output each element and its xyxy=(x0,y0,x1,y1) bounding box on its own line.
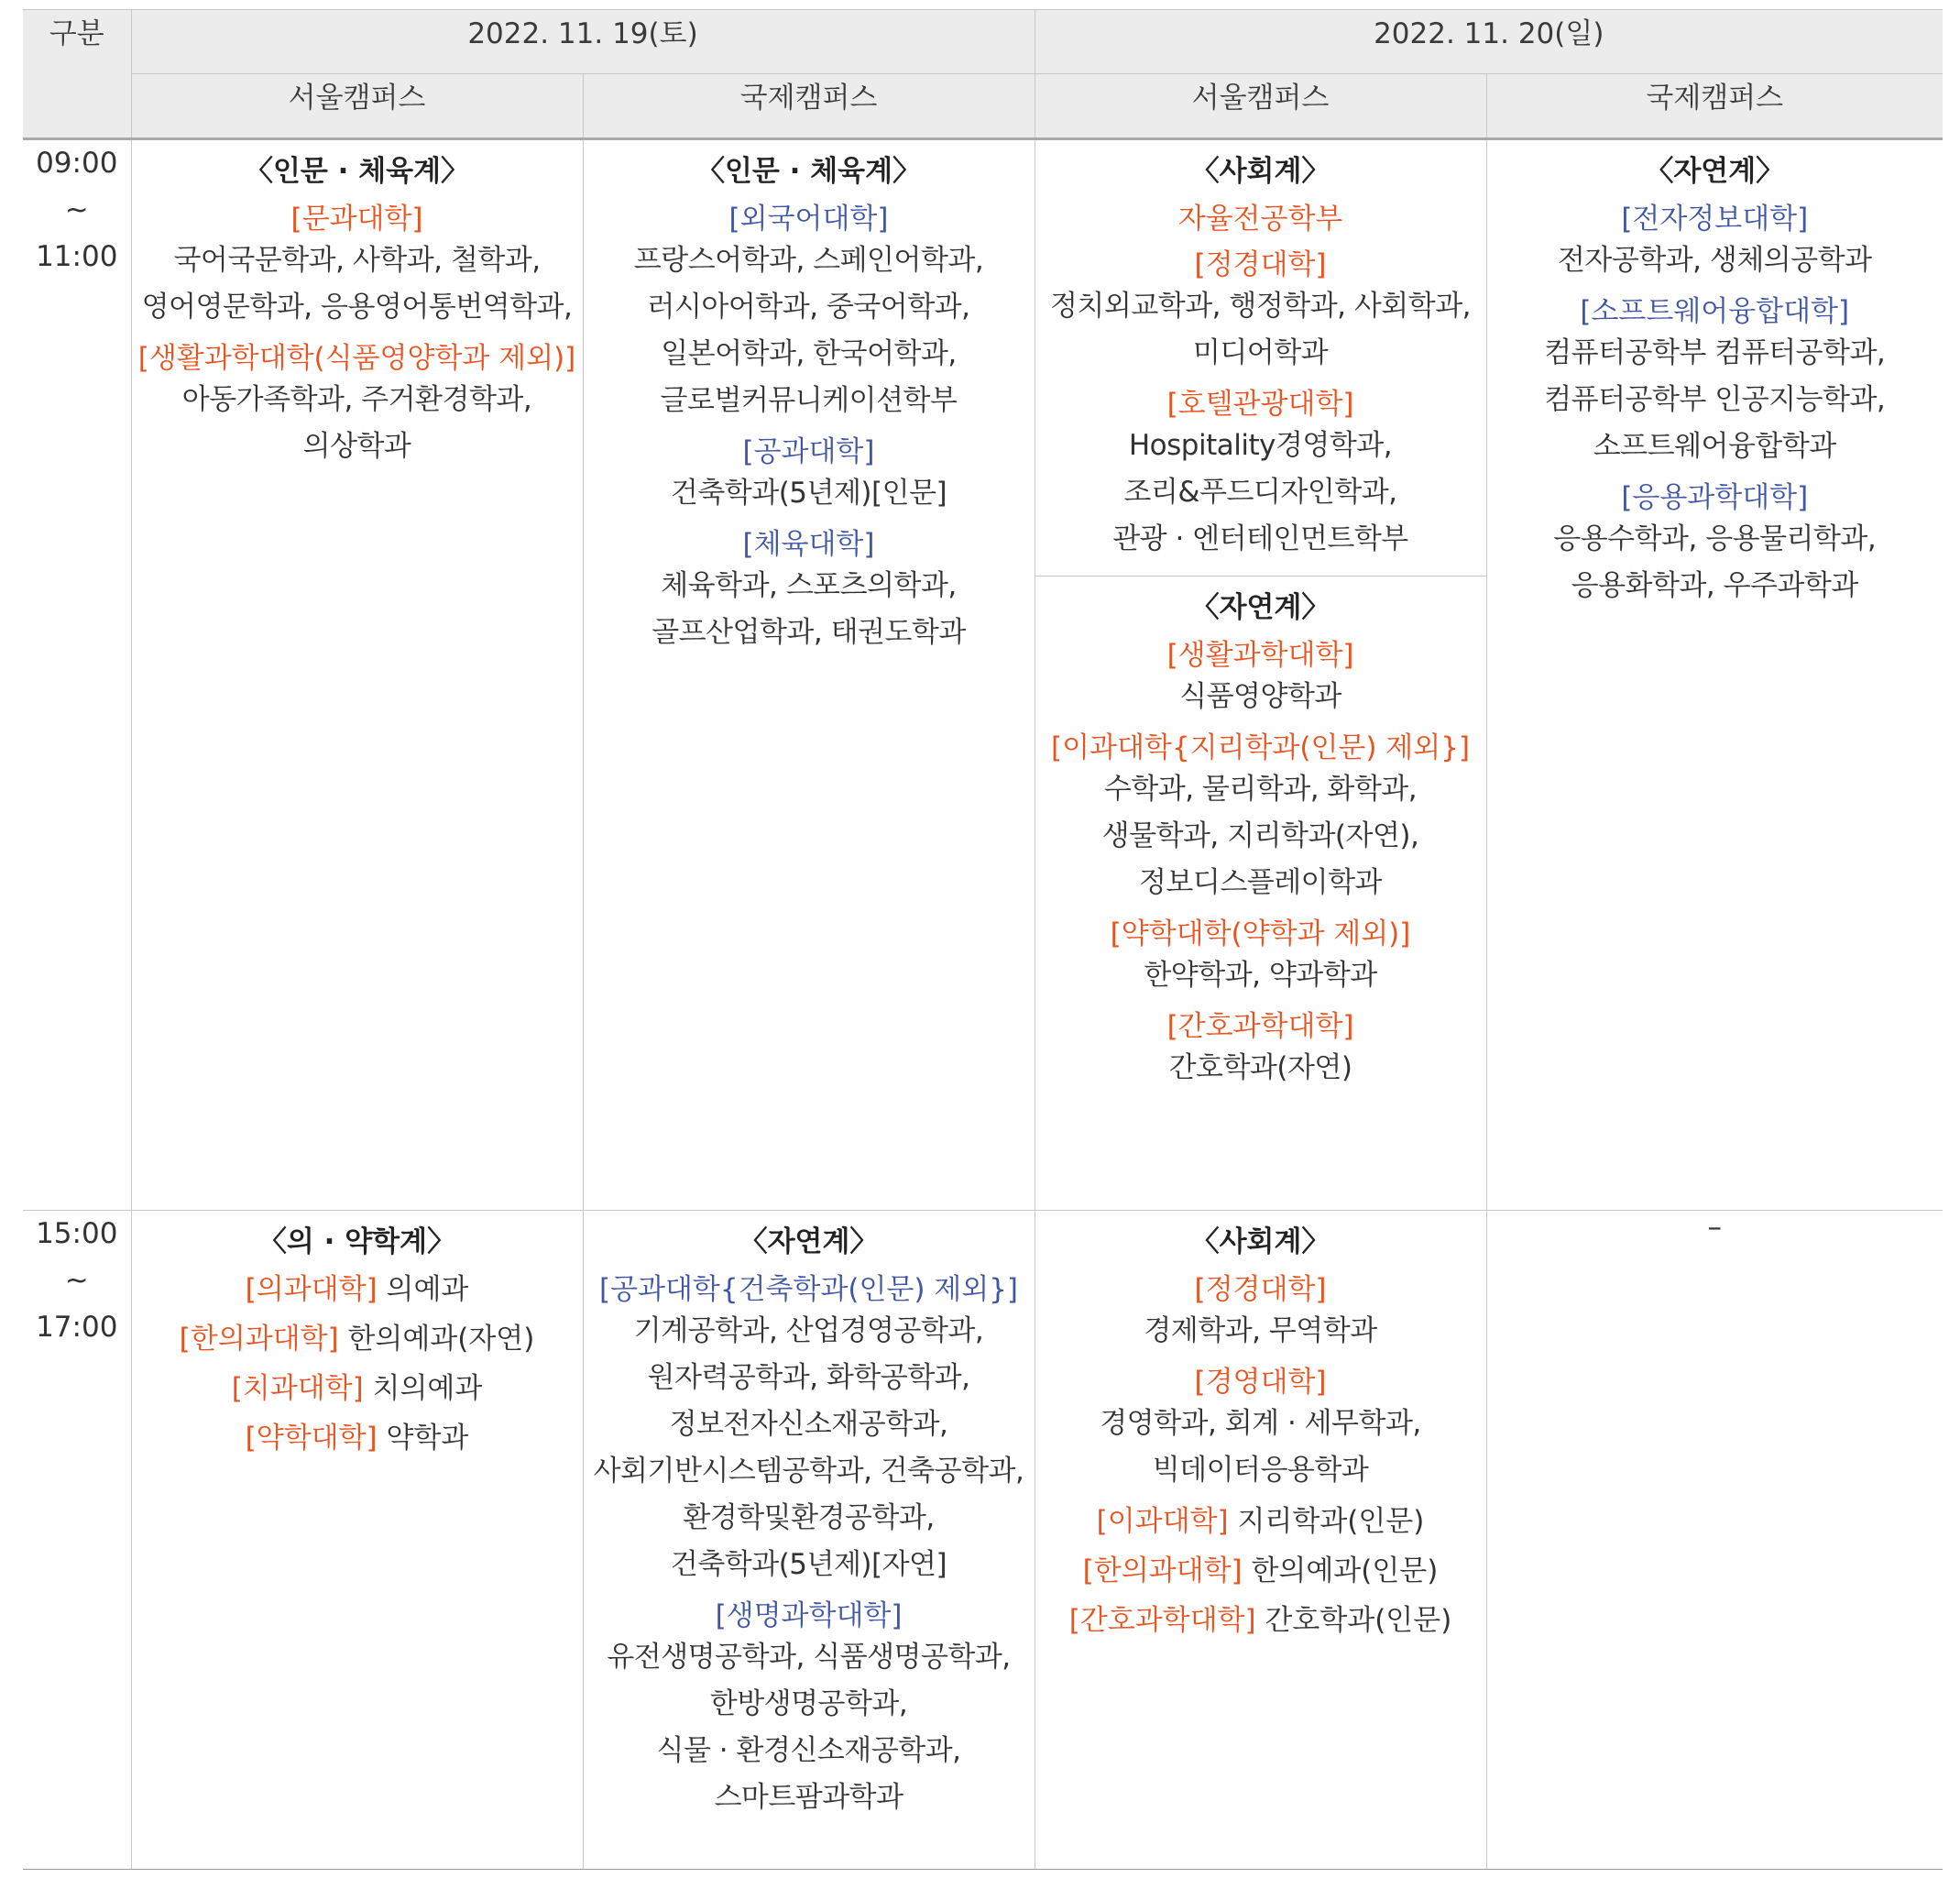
college-label: [정경대학] xyxy=(1194,1273,1327,1306)
dept-line: 관광 · 엔터테인먼트학부 xyxy=(1112,522,1408,555)
dept-line: 정보전자신소재공학과, xyxy=(669,1408,948,1441)
time-end: 17:00 xyxy=(36,1311,118,1344)
time-slot-2 xyxy=(23,1211,131,1870)
cell-day1-global-morning xyxy=(583,139,1035,1211)
college-dept-line xyxy=(1035,1602,1486,1639)
college-label: [생활과학대학] xyxy=(1166,639,1354,672)
dept-line: 기계공학과, 산업경영공학과, xyxy=(633,1314,984,1347)
college-label: [이과대학] xyxy=(1096,1505,1229,1538)
category-label: 〈자연계〉 xyxy=(739,1225,879,1258)
college-label: [문과대학] xyxy=(290,203,423,236)
dept-line: 식품영양학과 xyxy=(1179,680,1341,713)
dept-label: 약학과 xyxy=(377,1422,469,1455)
college-label: [공과대학{건축학과(인문) 제외}] xyxy=(598,1273,1019,1306)
cell-day2-seoul-afternoon xyxy=(1035,1211,1486,1870)
college-label: 자율전공학부 xyxy=(1177,203,1343,236)
category-label: 〈의 · 약학계〉 xyxy=(257,1225,456,1258)
college-dept-line xyxy=(132,1321,583,1357)
dept-line: 컴퓨터공학부 컴퓨터공학과, xyxy=(1544,336,1886,369)
dept-line: 원자력공학과, 화학공학과, xyxy=(647,1361,970,1394)
college-label: [치과대학] xyxy=(231,1372,364,1405)
dept-line: 조리&푸드디자인학과, xyxy=(1123,476,1397,509)
dept-line: 컴퓨터공학부 인공지능학과, xyxy=(1544,383,1886,416)
college-dept-line xyxy=(132,1271,583,1308)
dept-line: 한방생명공학과, xyxy=(709,1687,908,1720)
time-end: 11:00 xyxy=(36,240,118,273)
dept-line: 식물 · 환경신소재공학과, xyxy=(656,1734,961,1767)
dept-line: 사회기반시스템공학과, 건축공학과, xyxy=(593,1455,1024,1488)
date-header-day1: 2022. 11. 19(토) xyxy=(131,10,1035,74)
college-label: [간호과학대학] xyxy=(1068,1604,1256,1637)
cell-day1-seoul-afternoon xyxy=(131,1211,583,1870)
campus-header-global: 국제캠퍼스 xyxy=(583,74,1035,139)
category-label: 〈사회계〉 xyxy=(1190,1225,1330,1258)
college-label: [한의과대학] xyxy=(179,1323,339,1356)
college-label: [정경대학] xyxy=(1194,248,1327,281)
college-label: [공과대학] xyxy=(742,435,875,468)
college-label: [외국어대학] xyxy=(728,203,889,236)
cell-day2-seoul-morning xyxy=(1035,139,1486,1211)
cell-day2-global-morning xyxy=(1486,139,1943,1211)
header-row-campus xyxy=(23,74,1943,139)
cell-day2-global-afternoon xyxy=(1486,1211,1943,1870)
dept-line: 정보디스플레이학과 xyxy=(1138,866,1382,899)
time-start: 09:00 xyxy=(36,147,118,180)
college-label: [전자정보대학] xyxy=(1621,203,1809,236)
dept-line: 응용화학과, 우주과학과 xyxy=(1571,569,1858,602)
college-dept-line xyxy=(1035,1553,1486,1589)
dept-line: 소프트웨어융합학과 xyxy=(1593,430,1836,463)
dept-line: 수학과, 물리학과, 화학과, xyxy=(1103,773,1418,806)
dept-line: 미디어학과 xyxy=(1192,336,1329,369)
dept-label: 지리학과(인문) xyxy=(1228,1505,1425,1538)
campus-header-seoul: 서울캠퍼스 xyxy=(131,74,583,139)
college-label: [체육대학] xyxy=(742,528,875,561)
dept-line: 골프산업학과, 태권도학과 xyxy=(652,616,966,649)
college-label: [응용과학대학] xyxy=(1621,481,1809,514)
table-row xyxy=(23,139,1943,1211)
campus-header-seoul: 서울캠퍼스 xyxy=(1035,74,1486,139)
dept-label: 간호학과(인문) xyxy=(1255,1604,1452,1637)
college-label: [약학대학] xyxy=(245,1422,378,1455)
dept-line: 스마트팜과학과 xyxy=(714,1781,903,1814)
empty-dash: – xyxy=(1707,1211,1722,1244)
campus-header-global: 국제캠퍼스 xyxy=(1486,74,1943,139)
college-label: [생명과학대학] xyxy=(715,1599,903,1632)
dept-line: 경영학과, 회계 · 세무학과, xyxy=(1100,1407,1421,1440)
dept-line: 글로벌커뮤니케이션학부 xyxy=(660,384,958,417)
dept-line: 응용수학과, 응용물리학과, xyxy=(1553,522,1877,555)
category-label: 〈인문 · 체육계〉 xyxy=(695,155,922,188)
cell-day1-seoul-morning xyxy=(131,139,583,1211)
dept-label: 의예과 xyxy=(377,1273,469,1306)
dept-line: 러시아어학과, 중국어학과, xyxy=(647,291,970,324)
college-label: [약학대학(약학과 제외)] xyxy=(1110,917,1411,950)
dept-line: 일본어학과, 한국어학과, xyxy=(661,337,957,370)
dept-line: 건축학과(5년제)[자연] xyxy=(670,1548,947,1581)
dept-line: 유전생명공학과, 식품생명공학과, xyxy=(607,1641,1011,1674)
dept-line: 국어국문학과, 사학과, 철학과, xyxy=(173,244,541,277)
college-label: [소프트웨어융합대학] xyxy=(1580,295,1850,328)
college-label: [생활과학대학(식품영양학과 제외)] xyxy=(137,342,576,375)
college-label: [한의과대학] xyxy=(1082,1554,1243,1587)
time-tilde: ~ xyxy=(64,193,89,226)
dept-label: 한의예과(인문) xyxy=(1242,1554,1439,1587)
schedule-table xyxy=(23,9,1943,1870)
college-label: [의과대학] xyxy=(245,1273,378,1306)
college-label: [경영대학] xyxy=(1194,1366,1327,1399)
header-row-dates xyxy=(23,10,1943,74)
time-tilde: ~ xyxy=(64,1264,89,1297)
dept-line: 영어영문학과, 응용영어통번역학과, xyxy=(141,291,573,324)
dept-label: 한의예과(자연) xyxy=(338,1323,535,1356)
dept-line: 정치외교학과, 행정학과, 사회학과, xyxy=(1049,290,1471,323)
dept-line: 프랑스어학과, 스페인어학과, xyxy=(633,244,984,277)
college-dept-line xyxy=(132,1370,583,1407)
corner-header: 구분 xyxy=(23,10,131,139)
dept-line: 체육학과, 스포츠의학과, xyxy=(661,569,957,602)
dept-label: 치의예과 xyxy=(363,1372,483,1405)
dept-line: 전자공학과, 생체의공학과 xyxy=(1557,244,1872,277)
dept-line: 한약학과, 약과학과 xyxy=(1144,959,1377,992)
college-label: [간호과학대학] xyxy=(1166,1010,1354,1043)
dept-line: 생물학과, 지리학과(자연), xyxy=(1101,819,1419,852)
category-label: 〈자연계〉 xyxy=(1190,591,1330,624)
category-label: 〈사회계〉 xyxy=(1190,155,1330,188)
time-slot-1 xyxy=(23,139,131,1211)
dept-line: 간호학과(자연) xyxy=(1168,1051,1352,1084)
dept-line: 의상학과 xyxy=(302,430,411,463)
college-dept-line xyxy=(132,1420,583,1456)
time-start: 15:00 xyxy=(36,1217,118,1250)
dept-line: 건축학과(5년제)[인문] xyxy=(670,477,947,510)
dept-line: 경제학과, 무역학과 xyxy=(1144,1314,1377,1347)
category-label: 〈인문 · 체육계〉 xyxy=(244,155,470,188)
dept-line: 빅데이터응용학과 xyxy=(1152,1454,1369,1487)
table-row xyxy=(23,1211,1943,1870)
dept-line: 아동가족학과, 주거환경학과, xyxy=(181,383,532,416)
section-divider xyxy=(1035,576,1486,1092)
dept-line: 환경학및환경공학과, xyxy=(683,1501,935,1534)
date-header-day2: 2022. 11. 20(일) xyxy=(1035,10,1943,74)
college-label: [호텔관광대학] xyxy=(1166,388,1354,421)
cell-day1-global-afternoon xyxy=(583,1211,1035,1870)
college-label: [이과대학{지리학과(인문) 제외}] xyxy=(1050,731,1471,764)
dept-line: Hospitality경영학과, xyxy=(1128,429,1393,462)
category-label: 〈자연계〉 xyxy=(1645,155,1785,188)
college-dept-line xyxy=(1035,1503,1486,1540)
